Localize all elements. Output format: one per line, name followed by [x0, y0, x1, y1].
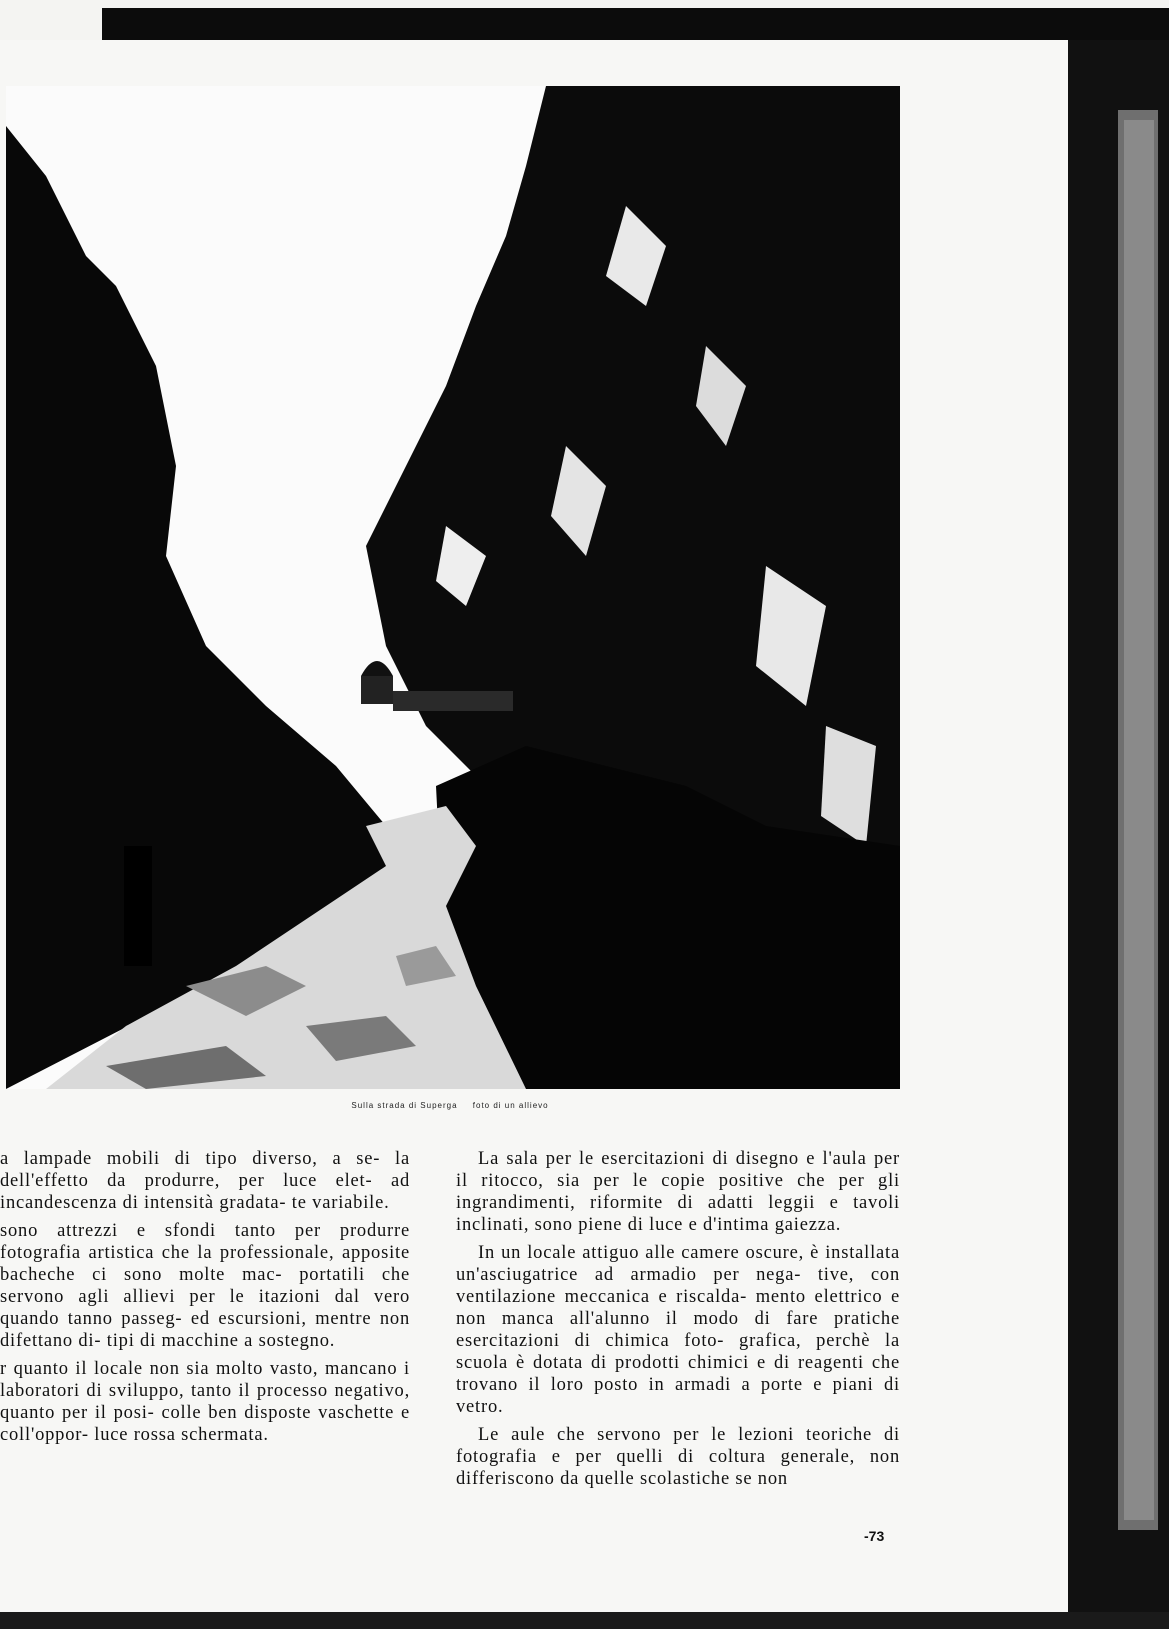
text-line: luce rossa schermata.: [94, 1425, 269, 1445]
text-line: mento elettrico e non manca all'alunno il modo: [456, 1287, 901, 1329]
adjacent-page-strip-inner: [1124, 120, 1154, 1520]
text-line: d'intima gaiezza.: [703, 1215, 842, 1235]
text-line: di fotografia e per quelli di coltura generale,: [456, 1425, 900, 1467]
text-line: sono attrezzi e sfondi tanto per produrre: [0, 1221, 410, 1241]
text-line: in armadi a porte e piani di vetro.: [456, 1375, 900, 1417]
right-text-column: [456, 1148, 900, 1496]
bottom-dark-edge: [0, 1612, 1169, 1629]
text-line: fotografia artistica che la professionale,: [0, 1243, 335, 1263]
caption-credit: foto di un allievo: [472, 1101, 549, 1110]
text-line: La sala per le esercitazioni di disegno e: [478, 1149, 816, 1169]
page-number: -73: [864, 1528, 885, 1544]
text-line: l'aula per il ritocco, sia per le copie positive: [456, 1149, 900, 1191]
text-line: leggii e tavoli inclinati, sono piene di luce e: [456, 1193, 900, 1235]
text-line: il processo negativo, quanto per il posi-: [0, 1381, 410, 1423]
text-line: non differiscono da quelle scolastiche se non: [456, 1447, 900, 1489]
text-line: In un locale attiguo alle camere oscure, è: [478, 1243, 820, 1263]
text-line: chimici e di reagenti che trovano il loro posto: [456, 1353, 900, 1395]
text-line: Le aule che servono per le lezioni teoriche: [478, 1425, 873, 1445]
text-line: ad incandescenza di intensità gradata-: [0, 1171, 410, 1213]
text-line: installata un'asciugatrice ad armadio per nega-: [456, 1243, 900, 1285]
text-line: colle ben disposte vaschette e coll'oppor-: [0, 1403, 411, 1445]
text-line: ed escursioni, mentre non difettano di-: [0, 1309, 410, 1351]
caption-title: Sulla strada di Superga: [351, 1101, 458, 1110]
top-dark-edge: [102, 8, 1169, 40]
text-line: mancano i laboratori di sviluppo, tanto: [0, 1359, 410, 1401]
text-line: r quanto il locale non sia molto vasto,: [0, 1359, 319, 1379]
text-line: a lampade mobili di tipo diverso, a se-: [0, 1149, 381, 1169]
text-line: grafica, perchè la scuola è dotata di prodotti: [456, 1331, 900, 1373]
text-line: apposite bacheche ci sono molte mac-: [0, 1243, 410, 1285]
text-line: di fare pratiche esercitazioni di chimica foto-: [456, 1309, 900, 1351]
landscape-photo: [6, 86, 900, 1089]
text-line: portatili che servono agli allievi per le: [0, 1265, 410, 1307]
text-line: tive, con ventilazione meccanica e riscalda-: [456, 1265, 900, 1307]
text-line: che per gli ingrandimenti, riformite di adatti: [456, 1171, 900, 1213]
photo-caption: [0, 1101, 900, 1110]
photo-illustration: [6, 86, 900, 1089]
left-text-column: [0, 1148, 410, 1452]
text-line: tipi di macchine a sostegno.: [106, 1331, 336, 1351]
text-line: te variabile.: [291, 1193, 390, 1213]
text-line: itazioni dal vero quando tanno passeg-: [0, 1287, 410, 1329]
text-line: la dell'effetto da produrre, per luce elet-: [0, 1149, 410, 1191]
